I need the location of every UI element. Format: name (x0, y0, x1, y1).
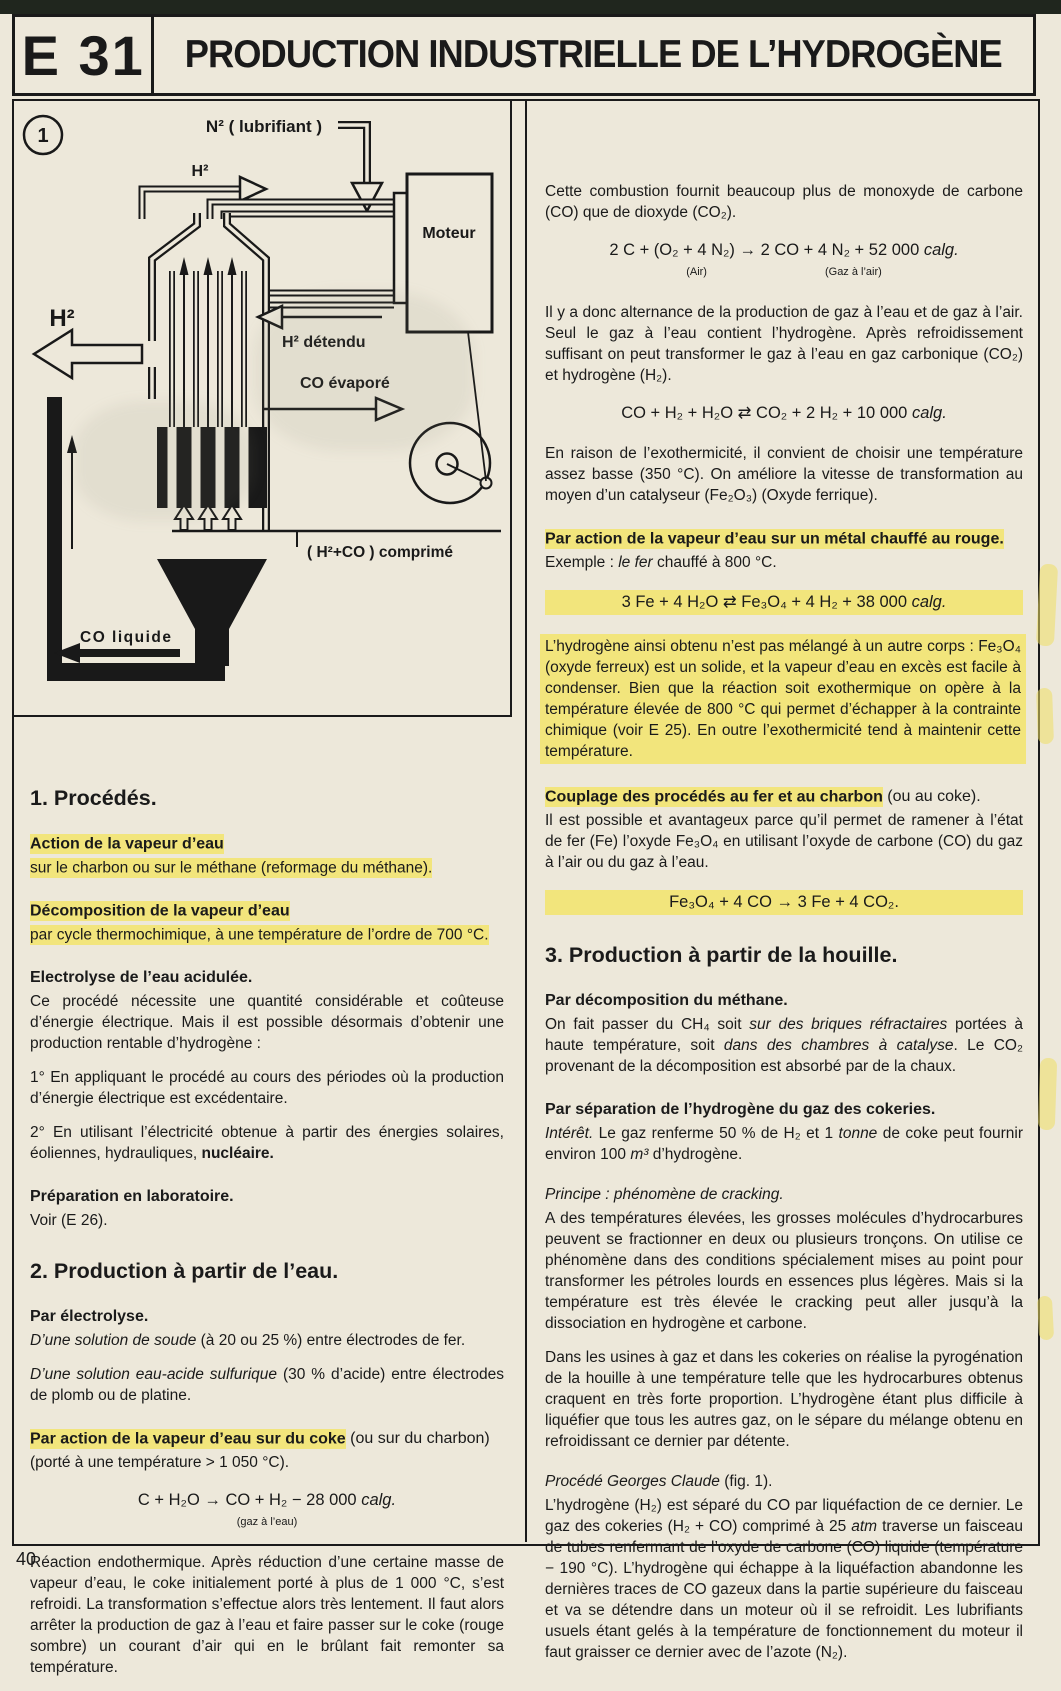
text-run: Réaction endothermique. Après réduction d’une certaine masse de vapeur d’eau, le coke initialement porté à plus de 1 000 °C, s’est refroidi. La transformation s’effectue alors très lentement. Il faut alors arrêter la production de gaz à l’eau et faire passer sur le coke (rouge sombre) un courant d’air qui en le brûlant fait remonter sa température. (30, 1554, 504, 1676)
text-run: Par décomposition du méthane. (545, 992, 788, 1009)
highlighter-smear (1036, 688, 1054, 745)
text-run: Par action de la vapeur d’eau sur du coke (30, 1430, 346, 1447)
sub-heading (545, 1471, 1023, 1492)
text-run: traverse un faisceau de tubes renfermant de l’oxyde de carbone (CO) liquide (température − 190 °C). L’hydrogène qui échappe à la liquéfaction abandonne les dernières traces de CO gazeux dans la partie supérieure du faisceau et va se détendre dans un moteur où il se refroidit. Les lubrifiants usuels étant gelés à la température de fonctionnement du moteur il faut graisser ce dernier avec de l’azote (N₂). (545, 1518, 1023, 1661)
paragraph (30, 991, 504, 1054)
text-run: 1. Procédés. (30, 786, 157, 810)
text-run: tonne (838, 1125, 878, 1142)
text-run: L’hydrogène (H₂) est séparé du CO par liquéfaction de ce dernier. Le gaz des cokeries (H₂ + CO) comprimé à 25 (545, 1497, 1023, 1535)
sub-heading (545, 990, 1023, 1011)
sub-heading (30, 900, 504, 921)
text-run: Cette combustion fournit beaucoup plus de monoxyde de carbone (CO) que de dioxyde (CO₂). (545, 183, 1023, 221)
paragraph (30, 1067, 504, 1109)
text-run: sur des briques réfractaires (749, 1016, 948, 1033)
h2-detendu-label: H² détendu (282, 334, 366, 351)
text-run: Intérêt. (545, 1125, 594, 1142)
sub-heading (545, 1184, 1023, 1205)
co-liquide-label: CO liquide (80, 629, 173, 646)
paragraph (540, 634, 1026, 764)
paragraph (30, 1330, 504, 1351)
text-run: dans des chambres à catalyse (723, 1037, 954, 1054)
text-run: En raison de l’exothermicité, il convient de choisir une température assez basse (350 °C). On améliore la vitesse de transformation au moyen d’un catalyseur (Fe₂O₃) (Oxyde ferrique). (545, 445, 1023, 504)
paragraph (545, 302, 1023, 386)
text-run: calg. (911, 593, 947, 611)
h2-top-label: H² (191, 163, 209, 180)
left-column-text (30, 758, 504, 1691)
text-run: Exemple : (545, 554, 619, 571)
jacket-left-wall (47, 397, 62, 681)
text-run: (30 % d’acide) entre électrodes de plomb ou de platine. (30, 1366, 504, 1404)
page-title: PRODUCTION INDUSTRIELLE DE L’HYDROGÈNE (185, 33, 1003, 76)
text-run: . Le CO₂ provenant de la décomposition est absorbé par de la chaux. (545, 1037, 1023, 1075)
sub-heading (30, 1306, 504, 1327)
paragraph (545, 1014, 1023, 1077)
text-run: Préparation en laboratoire. (30, 1188, 234, 1205)
text-run: (ou au coke). (882, 788, 981, 805)
paragraph (545, 1495, 1023, 1663)
text-run: Décomposition de la vapeur d’eau (30, 902, 290, 919)
sub-heading (545, 786, 1023, 807)
text-run: Procédé Georges Claude (545, 1473, 720, 1490)
text-run: par cycle thermochimique, à une température de l’ordre de 700 °C. (30, 926, 489, 943)
equation-note: (gaz à l’eau) (236, 1516, 298, 1528)
motor-inlet-strip (394, 193, 407, 303)
text-run: de coke peut fournir environ 100 (545, 1125, 1023, 1163)
text-run: le fer (618, 554, 653, 571)
motor-label: Moteur (422, 225, 476, 242)
highlighter-smear (1036, 564, 1058, 647)
text-run: Principe : phénomène de cracking. (545, 1186, 784, 1203)
text-run: L’hydrogène ainsi obtenu n’est pas mélangé à un autre corps : Fe₃O₄ (oxyde ferreux) est un solide, et la vapeur d’eau en excès est facile à condenser. Bien que la réaction soit exothermique on opère à la température élevée de 800 °C qui permet d’échapper à la contrainte chimique (voir E 25). En outre l’exothermicité tend à maintenir cette température. (545, 638, 1021, 760)
h2-big-left-arrow (34, 330, 142, 378)
text-run: nucléaire. (201, 1145, 274, 1162)
text-run: 3. Production à partir de la houille. (545, 943, 898, 967)
text-run: Voir (E 26). (30, 1212, 108, 1229)
text-run: Par séparation de l’hydrogène du gaz des cokeries. (545, 1101, 936, 1118)
text-run: portées à haute température, soit (545, 1016, 1024, 1054)
text-run: calg. (361, 1491, 397, 1509)
page-code-box (12, 14, 154, 96)
paragraph (545, 1208, 1023, 1334)
text-run: Le gaz renferme 50 % de H₂ et 1 (593, 1125, 839, 1142)
text-run: D’une solution eau-acide sulfurique (30, 1366, 278, 1383)
equation (545, 240, 1023, 283)
h2-right-arrow (240, 177, 266, 201)
text-run: Dans les usines à gaz et dans les cokeries on réalise la pyrogénation de la houille à une température telle que les hydrocarbures obtenus craquent en très forte proportion. L’hydrogène étant plus difficile à liquéfier que tous les autres gaz, on le sépare du mélange obtenu en refroidissant ce dernier par détente. (545, 1349, 1023, 1450)
right-column-text (545, 168, 1023, 1676)
text-run: A des températures élevées, les grosses molécules d’hydrocarbures peuvent se fractionner en deux ou plusieurs tronçons. On utilise ce phénomène dans des conditions spécialement mises au point pour transformer les pétroles lourds en essences plus légères. Mais si la température est très élevée le cracking peut aller jusqu’à la dissociation en hydrogène et carbone. (545, 1210, 1023, 1332)
text-run: calg. (911, 404, 947, 422)
sub-heading (545, 528, 1023, 549)
paragraph (545, 1347, 1023, 1452)
equation (545, 890, 1023, 915)
text-run: Fe₃O₄ + 4 CO → 3 Fe + 4 CO₂. (669, 893, 899, 911)
highlighter-smear (1038, 1058, 1058, 1131)
text-run: Electrolyse de l’eau acidulée. (30, 969, 253, 986)
text-run: sur le charbon ou sur le méthane (reformage du méthane). (30, 859, 433, 876)
text-run: Par électrolyse. (30, 1308, 149, 1325)
paragraph (30, 1210, 504, 1231)
text-run: (à 20 ou 25 %) entre électrodes de fer. (196, 1332, 466, 1349)
paragraph (30, 857, 504, 878)
figure-1 (12, 99, 512, 717)
text-run: (porté à une température > 1 050 °C). (30, 1454, 290, 1471)
text-run: Il est possible et avantageux parce qu’il permet de ramener à l’état de fer (Fe) l’oxyde Fe₃O₄ en utilisant l’oxyde de carbone (CO) du gaz à l’air ou du gaz à l’eau. (545, 812, 1023, 871)
paragraph (545, 443, 1023, 506)
section-heading (545, 942, 1023, 968)
highlighter-smear (1037, 1296, 1054, 1341)
n2-lubrifiant-label: N² ( lubrifiant ) (205, 117, 323, 136)
n2-down-arrow (352, 183, 382, 211)
text-run: CO + H₂ + H₂O ⇄ CO₂ + 2 H₂ + 10 000 (621, 404, 912, 422)
text-run: 1° En appliquant le procédé au cours des périodes où la production d’énergie électrique est excédentaire. (30, 1069, 504, 1107)
page-number: 40 (16, 1549, 37, 1569)
page-code: E 31 (21, 23, 145, 87)
paragraph (30, 1122, 504, 1164)
text-run: Ce procédé nécessite une quantité considérable et coûteuse d’énergie électrique. Mais il est possible désormais d’obtenir une production rentable d’hydrogène : (30, 993, 504, 1052)
figure-number: 1 (37, 125, 49, 147)
h2co-comprime-label: ( H²+CO ) comprimé (307, 544, 453, 561)
scan-edge-strip (0, 0, 1061, 14)
text-run: Action de la vapeur d’eau (30, 835, 224, 852)
text-run: Par action de la vapeur d’eau sur un métal chauffé au rouge. (545, 530, 1004, 547)
co-evapore-label: CO évaporé (300, 375, 390, 392)
page-bleed-through (74, 401, 254, 521)
equation (545, 403, 1023, 424)
text-run: chauffé à 800 °C. (652, 554, 777, 571)
text-run: m³ (630, 1146, 649, 1163)
text-run: 2. Production à partir de l’eau. (30, 1259, 339, 1283)
equation-note: (Gaz à l’air) (824, 266, 882, 278)
equation-notes (545, 262, 1023, 283)
column-divider (525, 99, 527, 1542)
page-bleed-through (254, 291, 474, 451)
paragraph (545, 810, 1023, 873)
h2-main-label: H² (49, 305, 75, 332)
equation-note: (Air) (686, 266, 707, 278)
page-header (12, 14, 1036, 96)
n2-pipe (338, 125, 367, 185)
sub-heading (30, 1186, 504, 1207)
paragraph (30, 1364, 504, 1406)
paragraph (30, 1452, 504, 1473)
text-run: C + H₂O → CO + H₂ − 28 000 (137, 1491, 362, 1509)
text-run: D’une solution de soude (30, 1332, 197, 1349)
sub-heading (30, 1428, 504, 1449)
paragraph (545, 181, 1023, 223)
text-run: (fig. 1). (719, 1473, 773, 1490)
text-run: 2° En utilisant l’électricité obtenue à partir des énergies solaires, éoliennes, hydrauliques, (30, 1124, 504, 1162)
paragraph (545, 1123, 1023, 1165)
equation-notes (30, 1512, 504, 1533)
section-heading (30, 1258, 504, 1284)
equation (30, 1490, 504, 1533)
text-run: d’hydrogène. (648, 1146, 743, 1163)
text-run: atm (851, 1518, 878, 1535)
sub-heading (30, 833, 504, 854)
text-run: On fait passer du CH₄ soit (545, 1016, 750, 1033)
text-run: Couplage des procédés au fer et au charbon (545, 788, 883, 805)
paragraph (30, 924, 504, 945)
sub-heading (30, 967, 504, 988)
paragraph (30, 1552, 504, 1678)
text-run: Il y a donc alternance de la production de gaz à l’eau et de gaz à l’air. Seul le gaz à l’eau contient l’hydrogène. Après refroidissement suffisant on peut transformer le gaz à l’eau en gaz carbonique (CO₂) et hydrogène (H₂). (545, 304, 1023, 384)
text-run: 2 C + (O₂ + 4 N₂) → 2 CO + 4 N₂ + 52 000 (609, 241, 924, 259)
equation (545, 590, 1023, 615)
text-run: 3 Fe + 4 H₂O ⇄ Fe₃O₄ + 4 H₂ + 38 000 (621, 593, 912, 611)
sub-heading (545, 1099, 1023, 1120)
page-title-box (154, 14, 1036, 96)
text-run: calg. (923, 241, 959, 259)
co-liquide-arrow-shaft (78, 649, 180, 657)
text-run: (ou sur du charbon) (345, 1430, 490, 1447)
paragraph (545, 552, 1023, 573)
section-heading (30, 785, 504, 811)
